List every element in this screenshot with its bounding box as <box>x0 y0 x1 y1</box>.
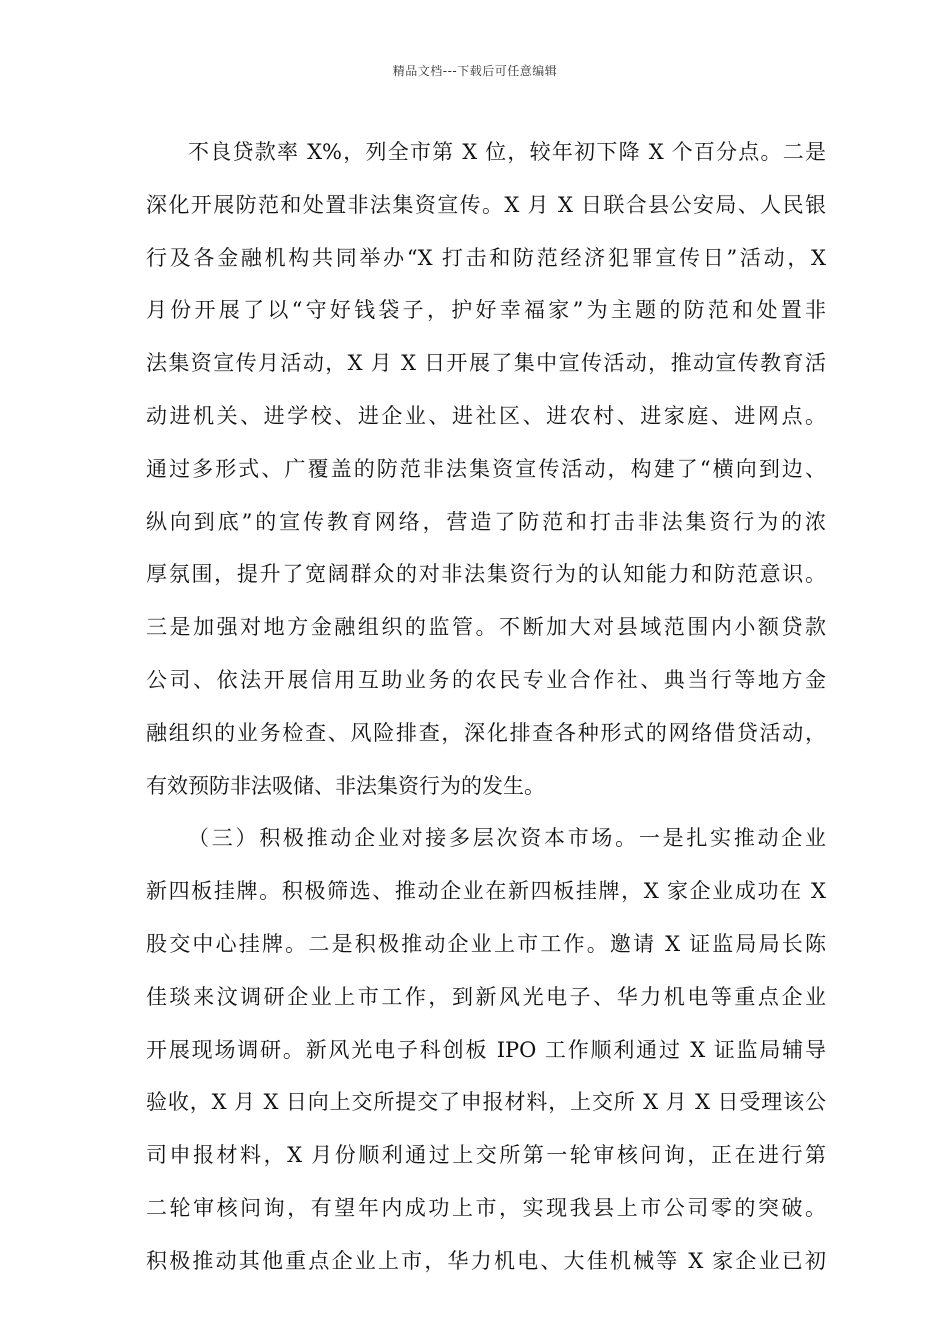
text-line: 股交中心挂牌。二是积极推动企业上市工作。邀请 X 证监局局长陈 <box>146 931 826 956</box>
text-line: 有效预防非法吸储、非法集资行为的发生。 <box>146 773 545 798</box>
text-line: 积极推动其他重点企业上市，华力机电、大佳机械等 X 家企业已初 <box>146 1248 826 1273</box>
text-line: 佳琰来汶调研企业上市工作，到新风光电子、华力机电等重点企业 <box>146 984 826 1009</box>
page-header: 精品文档---下载后可任意编辑 <box>392 64 558 78</box>
text-line: 融组织的业务检查、风险排查，深化排查各种形式的网络借贷活动， <box>146 720 826 745</box>
document-body <box>146 126 826 1288</box>
text-line: 新四板挂牌。积极筛选、推动企业在新四板挂牌，X 家企业成功在 X <box>146 879 826 904</box>
text-line: 公司、依法开展信用互助业务的农民专业合作社、典当行等地方金 <box>146 667 826 692</box>
text-line: 厚氛围，提升了宽阔群众的对非法集资行为的认知能力和防范意识。 <box>146 562 826 587</box>
text-line: 纵向到底”的宣传教育网络，营造了防范和打击非法集资行为的浓 <box>146 509 826 534</box>
text-line: 法集资宣传月活动，X 月 X 日开展了集中宣传活动，推动宣传教育活 <box>146 351 826 376</box>
text-line: 验收，X 月 X 日向上交所提交了申报材料，上交所 X 月 X 日受理该公 <box>146 1090 826 1115</box>
text-line: 三是加强对地方金融组织的监管。不断加大对县域范围内小额贷款 <box>146 615 826 640</box>
text-line: 通过多形式、广覆盖的防范非法集资宣传活动，构建了“横向到边、 <box>146 456 826 481</box>
text-line: 开展现场调研。新风光电子科创板 IPO 工作顺利通过 X 证监局辅导 <box>146 1037 826 1062</box>
text-line: 深化开展防范和处置非法集资宣传。X 月 X 日联合县公安局、人民银 <box>146 192 826 217</box>
text-line: 不良贷款率 X%，列全市第 X 位，较年初下降 X 个百分点。二是 <box>188 140 826 164</box>
text-line: 二轮审核问询，有望年内成功上市，实现我县上市公司零的突破。 <box>146 1195 826 1220</box>
text-line: 月份开展了以“守好钱袋子，护好幸福家”为主题的防范和处置非 <box>146 298 826 323</box>
text-line: 司申报材料，X 月份顺利通过上交所第一轮审核问询，正在进行第 <box>146 1143 826 1168</box>
text-line: 行及各金融机构共同举办“X 打击和防范经济犯罪宣传日”活动，X <box>146 245 826 270</box>
section-heading-line: （三）积极推动企业对接多层次资本市场。一是扎实推动企业 <box>188 826 826 851</box>
text-line: 动进机关、进学校、进企业、进社区、进农村、进家庭、进网点。 <box>146 403 826 428</box>
